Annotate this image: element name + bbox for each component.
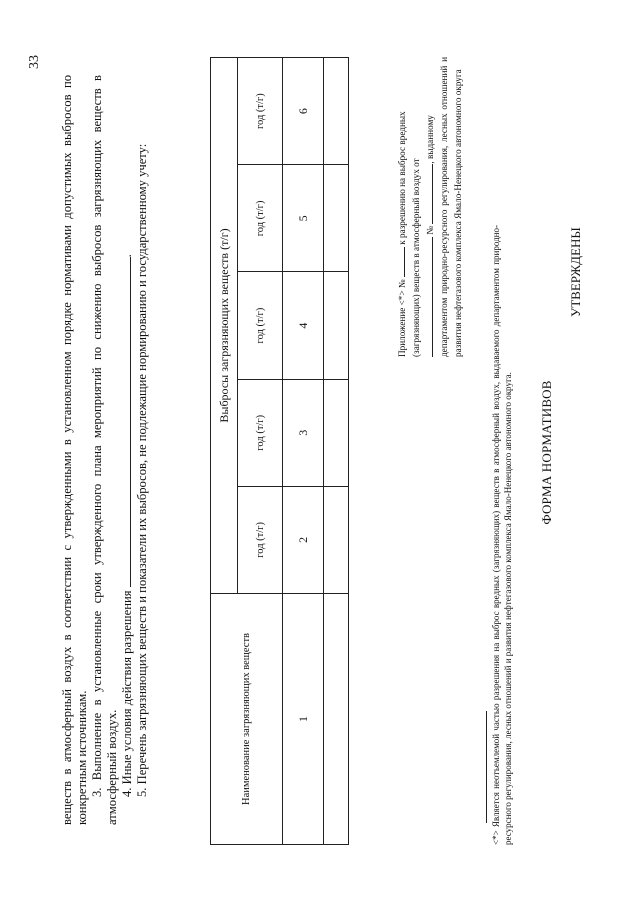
conditions-blank <box>121 257 131 587</box>
column-number: 3 <box>283 379 324 486</box>
table-row <box>324 58 349 845</box>
page-number: 33 <box>27 55 42 69</box>
column-number: 1 <box>283 594 324 845</box>
paragraph-list: 5. Перечень загрязняющих веществ и показатели их выбросов, не подлежащие нормированию и государственному учету: <box>135 143 149 797</box>
footnote-divider <box>486 711 487 823</box>
table-cell <box>324 165 349 272</box>
table-cell <box>324 594 349 845</box>
col-name-header: Наименование загрязняющих веществ <box>211 594 283 845</box>
column-number: 6 <box>283 58 324 165</box>
group-header: Выбросы загрязняющих веществ (т/г) <box>211 58 238 594</box>
year-header: год (т/г) <box>238 58 283 165</box>
table-cell <box>324 486 349 593</box>
conditions-tail: . <box>120 254 134 258</box>
column-number: 5 <box>283 165 324 272</box>
year-header: год (т/г) <box>238 165 283 272</box>
form-title: ФОРМА НОРМАТИВОВ <box>539 380 554 525</box>
year-header: год (т/г) <box>238 379 283 486</box>
footnote: <*> Является неотъемлемой частью разрешения на выброс вредных (загрязняющих) веществ в атмосферный воздух, выдаваемого департаментом природно-ресурсного регулирования, лесных отношений и развития нефтегазового комплекса Ямало-Ненецкого автономного округа. <box>491 225 513 845</box>
emissions-table <box>210 57 349 845</box>
approved-label: УТВЕРЖДЕНЫ <box>568 227 583 317</box>
blank-field <box>395 247 405 277</box>
paragraph-norms: веществ в атмосферный воздух в соответствии с утвержденными в установленном порядке нормативами допустимых выбросов по конкретным источникам. <box>60 75 89 825</box>
table-row <box>283 58 324 845</box>
blank-field <box>423 164 433 224</box>
paragraph-conditions <box>120 75 135 825</box>
body-text <box>60 75 150 825</box>
column-number: 4 <box>283 272 324 379</box>
year-header: год (т/г) <box>238 486 283 593</box>
appendix-line: Приложение <*> № к разрешению на выброс вредных <box>397 111 407 357</box>
blank-field <box>423 237 433 357</box>
appendix-line: департаментом природно-ресурсного регулирования, лесных отношений и развития нефтегазового комплекса Ямало-Ненецкого автономного округа <box>439 57 463 357</box>
table-cell <box>324 272 349 379</box>
paragraph-plan: 3. Выполнение в установленные сроки утвержденного плана мероприятий по снижению выбросов загрязняющих веществ в атмосферный воздух. <box>90 75 119 825</box>
year-header: год (т/г) <box>238 272 283 379</box>
appendix-header <box>395 57 465 357</box>
table-cell <box>324 58 349 165</box>
table-cell <box>324 379 349 486</box>
appendix-line: № , выданному <box>423 57 437 357</box>
appendix-line: (загрязняющих) веществ в атмосферный воздух от <box>411 158 421 357</box>
conditions-text: 4. Иные условия действия разрешения <box>120 590 134 797</box>
column-number: 2 <box>283 486 324 593</box>
